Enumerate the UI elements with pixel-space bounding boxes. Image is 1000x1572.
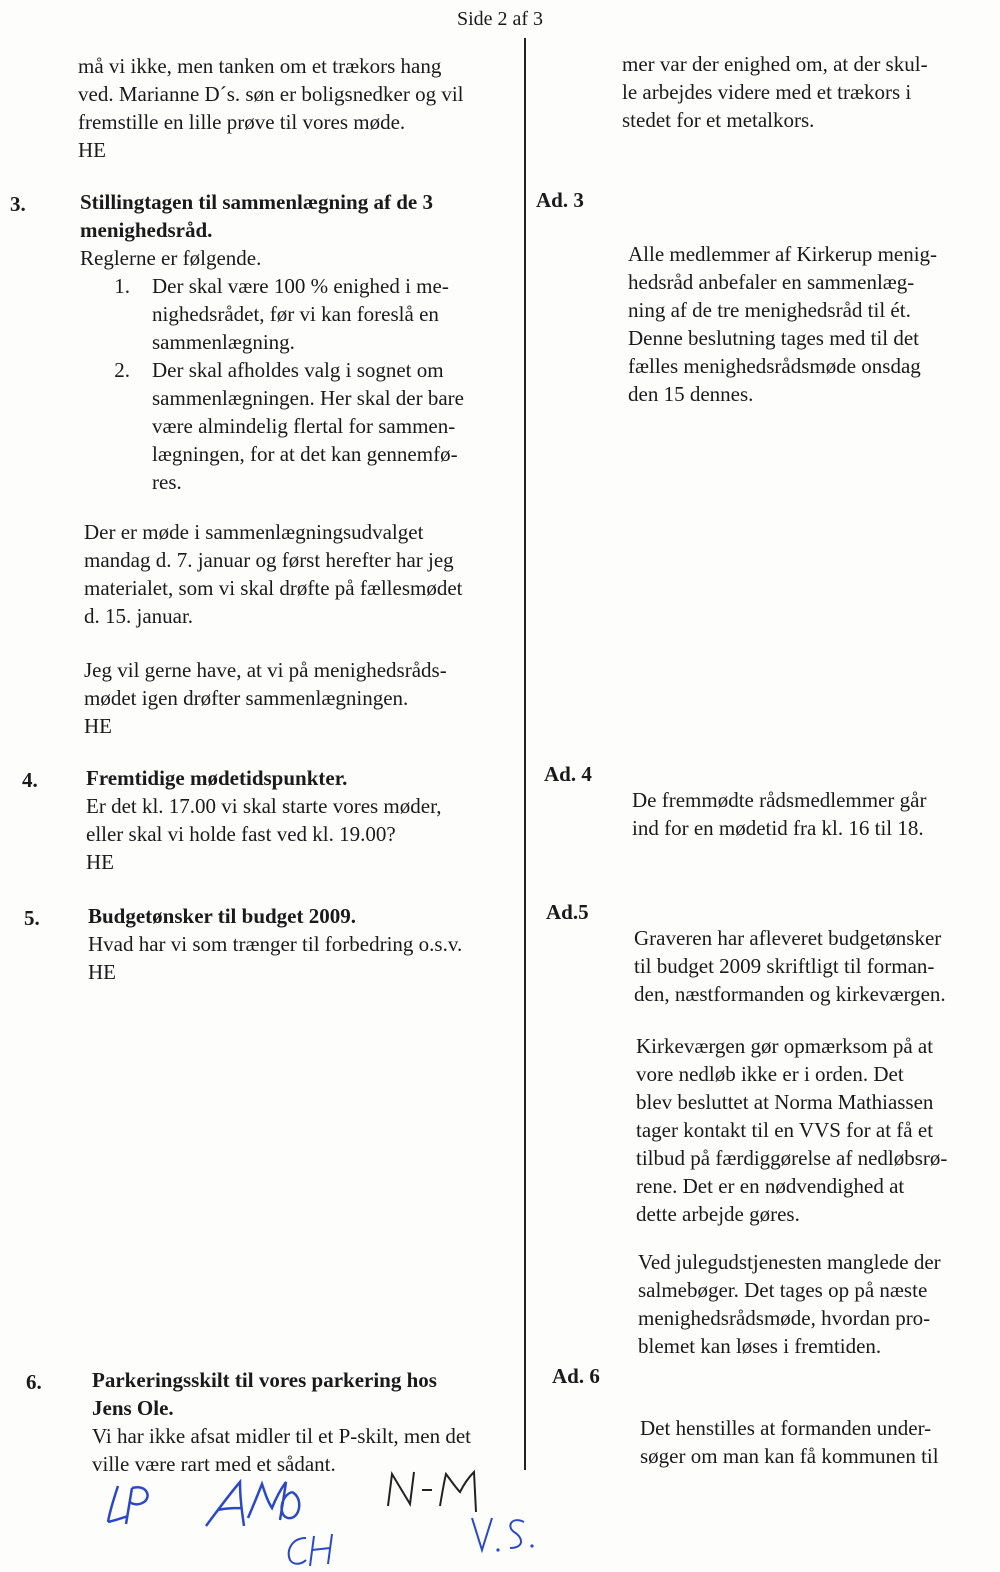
text-line: mandag d. 7. januar og først herefter har jeg [84, 548, 454, 572]
rule-number: 2. [114, 358, 130, 382]
item3-paragraph [84, 518, 462, 630]
text-line: Der er møde i sammenlægningsudvalget [84, 520, 424, 544]
text-line: ning af de tre menighedsråd til ét. [628, 298, 911, 322]
text-line: ville være rart med et sådant. [92, 1452, 336, 1476]
item-title [80, 188, 433, 244]
text-line: til budget 2009 skriftligt til forman- [634, 954, 935, 978]
text-line: blev besluttet at Norma Mathiassen [636, 1090, 934, 1114]
text-line: Det henstilles at formanden under- [640, 1416, 932, 1440]
text-line: Jeg vil gerne have, at vi på menighedsråds- [84, 658, 447, 682]
text-line: dette arbejde gøres. [636, 1202, 800, 1226]
item-title: Budgetønsker til budget 2009. [88, 904, 356, 928]
right-intro [622, 50, 928, 134]
rule-line: sammenlægningen. Her skal der bare [152, 386, 464, 410]
text-line: fælles menighedsrådsmøde onsdag [628, 354, 921, 378]
text-line: ved. Marianne D´s. søn er boligsnedker og vil [78, 82, 464, 106]
column-divider [524, 38, 526, 1470]
text-line: tilbud på færdiggørelse af nedløbsrø- [636, 1146, 948, 1170]
initials-signature [200, 1474, 310, 1534]
text-line: hedsråd anbefaler en sammenlæg- [628, 270, 915, 294]
ad-label: Ad. 4 [544, 762, 592, 786]
text-line: blemet kan løses i fremtiden. [638, 1334, 882, 1358]
text-line: fremstille en lille prøve til vores møde. [78, 110, 406, 134]
text-line: materialet, som vi skal drøfte på fællesmødet [84, 576, 463, 600]
text-line: menighedsrådsmøde, hvordan pro- [638, 1306, 931, 1330]
ad3-text [628, 240, 937, 408]
item-title: Jens Ole. [92, 1396, 174, 1420]
item5-block [88, 902, 462, 986]
ad-label: Ad. 3 [536, 188, 584, 212]
rule-line: lægningen, for at det kan gennemfø- [152, 442, 458, 466]
ad5-para [634, 924, 946, 1008]
item-number: 4. [22, 768, 38, 792]
text-line: vore nedløb ikke er i orden. Det [636, 1062, 904, 1086]
item-number: 3. [10, 192, 26, 216]
initials-signature [380, 1466, 490, 1516]
text-line: Ved julegudstjenesten manglede der [638, 1250, 941, 1274]
text-line: stedet for et metalkors. [622, 108, 815, 132]
item-title: Parkeringsskilt til vores parkering hos [92, 1368, 437, 1392]
text-line: salmebøger. Det tages op på næste [638, 1278, 928, 1302]
ad5-para [638, 1248, 941, 1360]
text-line: den 15 dennes. [628, 382, 754, 406]
title-line: menighedsråd. [80, 218, 213, 242]
item-number: 6. [26, 1370, 42, 1394]
ad-label: Ad.5 [546, 900, 589, 924]
text-line: De fremmødte rådsmedlemmer går [632, 788, 927, 812]
initials-signature [100, 1478, 160, 1528]
text-line: Hvad har vi som trænger til forbedring o.s.v. [88, 932, 463, 956]
item-number: 5. [24, 906, 40, 930]
text-line: Alle medlemmer af Kirkerup menig- [628, 242, 938, 266]
ad4-text [632, 786, 926, 842]
text-line: d. 15. januar. [84, 604, 194, 628]
item-title: Fremtidige mødetidspunkter. [86, 766, 348, 790]
text-line: den, næstformanden og kirkeværgen. [634, 982, 946, 1006]
item3-paragraph [84, 656, 447, 740]
text-line: må vi ikke, men tanken om et trækors hang [78, 54, 442, 78]
text-line: tager kontakt til en VVS for at få et [636, 1118, 934, 1142]
rule-line: Der skal afholdes valg i sognet om [152, 358, 444, 382]
text-line: Denne beslutning tages med til det [628, 326, 920, 350]
text-line: Vi har ikke afsat midler til et P-skilt, men det [92, 1424, 471, 1448]
text-line: HE [84, 714, 112, 738]
rule-line: nighedsrådet, før vi kan foreslå en [152, 302, 439, 326]
left-intro [78, 52, 464, 164]
text-line: mødet igen drøfter sammenlægningen. [84, 686, 409, 710]
text-line: ind for en mødetid fra kl. 16 til 18. [632, 816, 924, 840]
ad6-text [640, 1414, 939, 1470]
initials-signature [282, 1530, 352, 1570]
ad5-para [636, 1032, 947, 1228]
text-line: HE [88, 960, 116, 984]
text-line: Er det kl. 17.00 vi skal starte vores møder, [86, 794, 442, 818]
text-line: HE [78, 138, 106, 162]
text-line: rene. Det er en nødvendighed at [636, 1174, 905, 1198]
text-line: Kirkeværgen gør opmærksom på at [636, 1034, 934, 1058]
ad-label: Ad. 6 [552, 1364, 600, 1388]
page-header: Side 2 af 3 [456, 8, 544, 30]
text-line: Graveren har afleveret budgetønsker [634, 926, 942, 950]
rule-line: være almindelig flertal for sammen- [152, 414, 456, 438]
title-line: Stillingtagen til sammenlægning af de 3 [80, 190, 433, 214]
rules-intro: Reglerne er følgende. [80, 246, 262, 270]
text-line: le arbejdes videre med et trækors i [622, 80, 912, 104]
item4-block [86, 764, 442, 876]
rule-line: Der skal være 100 % enighed i me- [152, 274, 449, 298]
text-line: søger om man kan få kommunen til [640, 1444, 939, 1468]
text-line: eller skal vi holde fast ved kl. 19.00? [86, 822, 396, 846]
rule-line: sammenlægning. [152, 330, 295, 354]
initials-signature [466, 1512, 556, 1562]
rule-number: 1. [114, 274, 130, 298]
text-line: HE [86, 850, 114, 874]
item6-block [92, 1366, 471, 1478]
rule-line: res. [152, 470, 182, 494]
text-line: mer var der enighed om, at der skul- [622, 52, 928, 76]
